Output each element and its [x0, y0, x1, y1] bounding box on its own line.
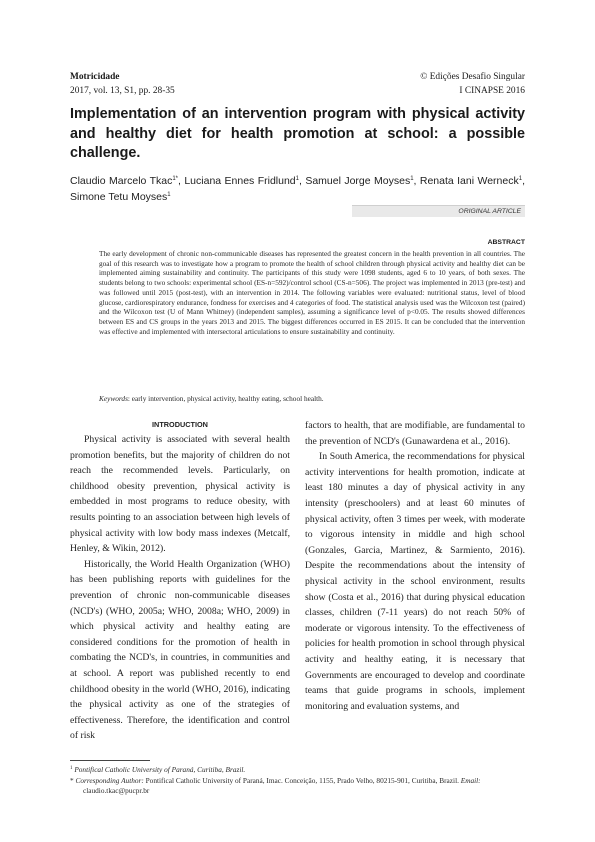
- keywords-label: Keywords: [99, 394, 128, 403]
- abstract-text: The early development of chronic non-communicable diseases has represented the greatest concern in the health prevention in all countries. The goal of this research was to investigate how a program to promote the health of school children through physical activity and healthy diet can be implemented aiming sustainability and continuity. The participants of this study were 1098 students, aged 6 to 10 years, of both sexes. The students belong to two schools: experimental school (ES-n=592)/control school (CS-n=506). The project was implemented in 2013 (pre-test) and was followed until 2015 (post-test), with an intervention in 2014. The following variables were evaluated: nutritional status, level of blood glucose, cardiorespiratory endurance, fondness for exercises and 4 categories of food. The statistical analysis used was the Wilcoxon test (paired) and the Wilcoxon test (U of Mann Whitney) (independent samples), assuming a significance level of p<0.05. The results showed differences between ES and CS groups in the years 2013 and 2015. The biggest differences occurred in ES 2015. It can be concluded that the intervention was effective and implemented with intersectoral articulations to ensure sustainability and continuity.: [99, 249, 525, 336]
- body-paragraph: Physical activity is associated with several health promotion benefits, but the majority of children do not reach the recommended levels. Particularly, on childhood obesity prevention, physical activity is embedded in most programs to reduce obesity, with results pointing to an association between high levels of physical activity with low body mass indexes (Metcalf, Henley, & Wikin, 2012).: [70, 434, 290, 555]
- corresponding-author-footnote: [70, 776, 525, 797]
- author-name: Luciana Ennes Fridlund: [184, 175, 296, 187]
- body-column-right: [305, 418, 525, 714]
- body-column-left: [70, 418, 290, 744]
- conference-name: I CINAPSE 2016: [459, 86, 525, 96]
- author-affiliation-mark: 1: [518, 176, 523, 182]
- body-paragraph-continued: factors to health, that are modifiable, are fundamental to the prevention of NCD's (Gunawardena et al., 2016).: [305, 420, 525, 447]
- email-label: Email:: [460, 775, 481, 785]
- footnotes: [70, 765, 525, 797]
- author-name: Claudio Marcelo Tkac: [70, 175, 173, 187]
- article-type-badge: ORIGINAL ARTICLE: [352, 205, 525, 217]
- footnote-mark: *: [70, 775, 74, 785]
- body-paragraph: Historically, the World Health Organization (WHO) has been publishing reports with guidelines for the prevention of chronic non-communicable diseases (NCD's) (WHO, 2005a; WHO, 2008a; WHO, 2009) in which physical activity and healthy eating are considered conditions for the promotion of health in combating the NCD's, in countries, in communities and at school. A report was published recently to end childhood obesity in the world (WHO, 2016), indicating the physical activity as one of the strategies of effectiveness. Therefore, the identification and control of risk: [70, 558, 290, 742]
- section-heading: INTRODUCTION: [152, 420, 208, 429]
- author-affiliation-mark: 1: [167, 191, 171, 198]
- email-link[interactable]: claudio.tkac@pucpr.br: [83, 786, 150, 796]
- author-list: Claudio Marcelo Tkac$^{1*}$, Luciana Ennes Fridlund$^1$, Samuel Jorge Moyses$^1$, Renata Iani Werneck$^1$, Simone Tetu Moyses$^1$: [70, 175, 525, 203]
- citation-info: 2017, vol. 13, S1, pp. 28-35: [70, 86, 175, 96]
- author-name: Simone Tetu Moyses: [70, 190, 168, 203]
- author-name: Samuel Jorge Moyses: [305, 175, 411, 187]
- affiliation-footnote: [70, 765, 525, 776]
- corresponding-author-address: Pontifical Catholic University of Paraná, Imac. Conceição, 1155, Prado Velho, 80215-901, Curitiba, Brazil.: [145, 775, 459, 785]
- author-name: Renata Iani Werneck: [419, 175, 519, 187]
- author-affiliation-mark: 1: [410, 176, 414, 182]
- article-title: Implementation of an intervention program with physical activity and healthy diet for health promotion at school: a possible challenge.: [70, 106, 525, 162]
- author-affiliation-mark: 1*: [172, 176, 179, 182]
- copyright-notice: © Edições Desafio Singular: [420, 72, 525, 82]
- footnote-separator: [70, 760, 150, 761]
- affiliation-text: Pontifical Catholic University of Paraná, Curitiba, Brazil.: [74, 765, 246, 774]
- keywords-list: : early intervention, physical activity, healthy eating, school health.: [127, 394, 324, 403]
- footnote-mark: 1: [70, 766, 73, 771]
- body-paragraph: In South America, the recommendations for physical activity interventions for health promotion, indicate at least 180 minutes a day of physical activity in any intensity (preschoolers) and at least 60 minutes of physical activity, often 3 times per week, with moderate to vigorous intensity in middle and high school (Gonzales, Garcia, Martinez, & Sarmiento, 2016). Despite the recommendations about the intensity of physical activity in the school environment, results show (Costa et al., 2016) that during physical education classes, children (7-11 years) do not reach 50% of moderate or vigorous intensity. To the effectiveness of policies for health promotion in school through physical activity and healthy eating, it is necessary that Governments are encouraged to develop and coordinate teams that guide programs in schools, implement monitoring and evaluation systems, and: [305, 451, 525, 712]
- corresponding-author-label: Corresponding Author:: [75, 775, 144, 785]
- keywords: [99, 394, 525, 404]
- abstract-heading: ABSTRACT: [487, 239, 525, 246]
- author-affiliation-mark: 1: [295, 176, 299, 182]
- journal-name: Motricidade: [70, 72, 120, 82]
